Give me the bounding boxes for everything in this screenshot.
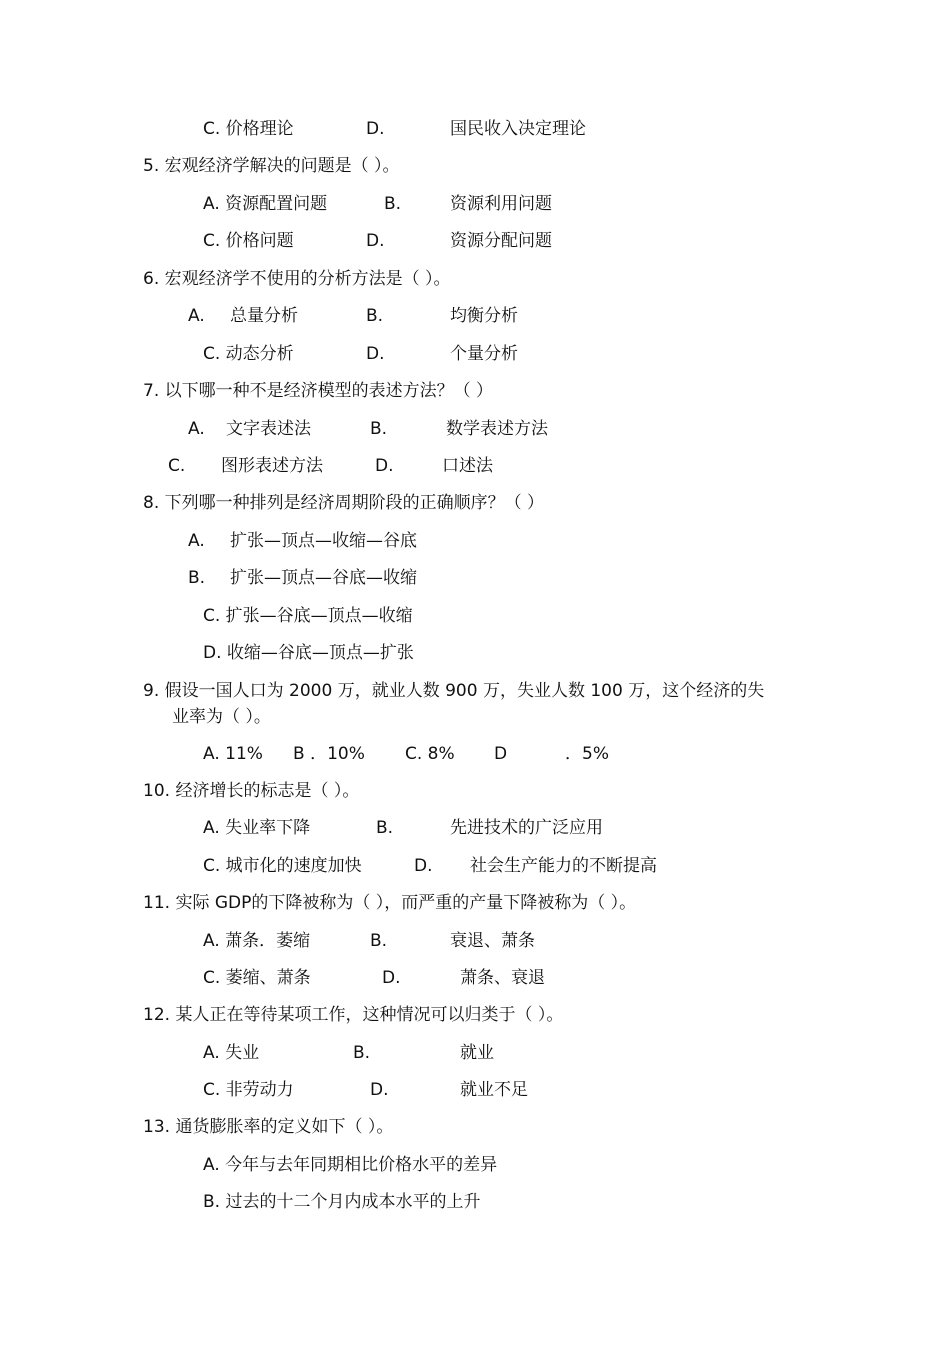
q12a-text-1: B. (353, 1043, 371, 1063)
q6c-text-1: D. (366, 344, 385, 364)
q6a-text-1: 总量分析 (230, 306, 298, 326)
q5c-text-2: 资源分配问题 (450, 231, 552, 251)
q11a-text-1: B. (370, 931, 388, 951)
q6c-text-2: 个量分析 (450, 344, 518, 364)
q5a-text-1: B. (384, 194, 402, 214)
q6a-text-3: 均衡分析 (450, 306, 518, 326)
l1-text-0: C. 价格理论 (203, 119, 294, 139)
q11c-text-1: D. (382, 968, 401, 988)
q12a-text-0: A. 失业 (203, 1043, 260, 1063)
q11c-text-2: 萧条、衰退 (460, 968, 545, 988)
q9b-text-0: 业率为（ ）。 (172, 707, 271, 727)
q9a-text-1: B ．10% (293, 744, 365, 764)
q13b-text-0: B. 过去的十二个月内成本水平的上升 (203, 1192, 481, 1212)
q6a-text-0: A. (188, 306, 205, 326)
q9a-text-2: C. 8% (405, 744, 455, 764)
q7-text-0: 7. 以下哪一种不是经济模型的表述方法？（ ） (143, 381, 494, 401)
q11c-text-0: C. 萎缩、萧条 (203, 968, 311, 988)
q7c-text-1: 图形表述方法 (221, 456, 323, 476)
q11-text-0: 11. 实际 GDP的下降被称为（ ），而严重的产量下降被称为（ ）。 (143, 893, 637, 913)
q12-text-0: 12. 某人正在等待某项工作，这种情况可以归类于（ ）。 (143, 1005, 564, 1025)
q10a-text-0: A. 失业率下降 (203, 818, 311, 838)
l1-text-1: D. (366, 119, 385, 139)
q7a-text-2: B. (370, 419, 388, 439)
q5c-text-0: C. 价格问题 (203, 231, 294, 251)
q8d-text-0: D. 收缩—谷底—顶点—扩张 (203, 643, 414, 663)
q7a-text-0: A. (188, 419, 205, 439)
q9a-text-4: ．5% (565, 744, 609, 764)
q11a-text-2: 衰退、萧条 (450, 931, 535, 951)
q7c-text-3: 口述法 (442, 456, 493, 476)
q7c-text-2: D. (375, 456, 394, 476)
q12a-text-2: 就业 (460, 1043, 494, 1063)
q12c-text-0: C. 非劳动力 (203, 1080, 294, 1100)
q8-text-0: 8. 下列哪一种排列是经济周期阶段的正确顺序？（ ） (143, 493, 545, 513)
q5c-text-1: D. (366, 231, 385, 251)
q10a-text-1: B. (376, 818, 394, 838)
q7c-text-0: C. (168, 456, 186, 476)
q11a-text-0: A. 萧条．萎缩 (203, 931, 311, 951)
q9-text-0: 9. 假设一国人口为 2000 万，就业人数 900 万，失业人数 100 万，这个经济的失 (143, 681, 765, 701)
q6-text-0: 6. 宏观经济学不使用的分析方法是（ ）。 (143, 269, 451, 289)
q8c-text-0: C. 扩张—谷底—顶点—收缩 (203, 606, 413, 626)
q9a-text-0: A. 11% (203, 744, 263, 764)
q6a-text-2: B. (366, 306, 384, 326)
q10c-text-0: C. 城市化的速度加快 (203, 856, 362, 876)
q13-text-0: 13. 通货膨胀率的定义如下（ ）。 (143, 1117, 394, 1137)
q10a-text-2: 先进技术的广泛应用 (450, 818, 603, 838)
q8b-text-0: B. (188, 568, 206, 588)
q5a-text-0: A. 资源配置问题 (203, 194, 328, 214)
q7a-text-3: 数学表述方法 (446, 419, 548, 439)
q10-text-0: 10. 经济增长的标志是（ ）。 (143, 781, 360, 801)
q5-text-0: 5. 宏观经济学解决的问题是（ ）。 (143, 156, 400, 176)
q13a-text-0: A. 今年与去年同期相比价格水平的差异 (203, 1155, 498, 1175)
q9a-text-3: D (494, 744, 508, 764)
q8a-text-1: 扩张—顶点—收缩—谷底 (230, 531, 417, 551)
q7a-text-1: 文字表述法 (226, 419, 311, 439)
q8b-text-1: 扩张—顶点—谷底—收缩 (230, 568, 417, 588)
l1-text-2: 国民收入决定理论 (450, 119, 586, 139)
q10c-text-2: 社会生产能力的不断提高 (470, 856, 657, 876)
q12c-text-1: D. (370, 1080, 389, 1100)
q6c-text-0: C. 动态分析 (203, 344, 294, 364)
q10c-text-1: D. (414, 856, 433, 876)
q12c-text-2: 就业不足 (460, 1080, 528, 1100)
q8a-text-0: A. (188, 531, 205, 551)
q5a-text-2: 资源利用问题 (450, 194, 552, 214)
